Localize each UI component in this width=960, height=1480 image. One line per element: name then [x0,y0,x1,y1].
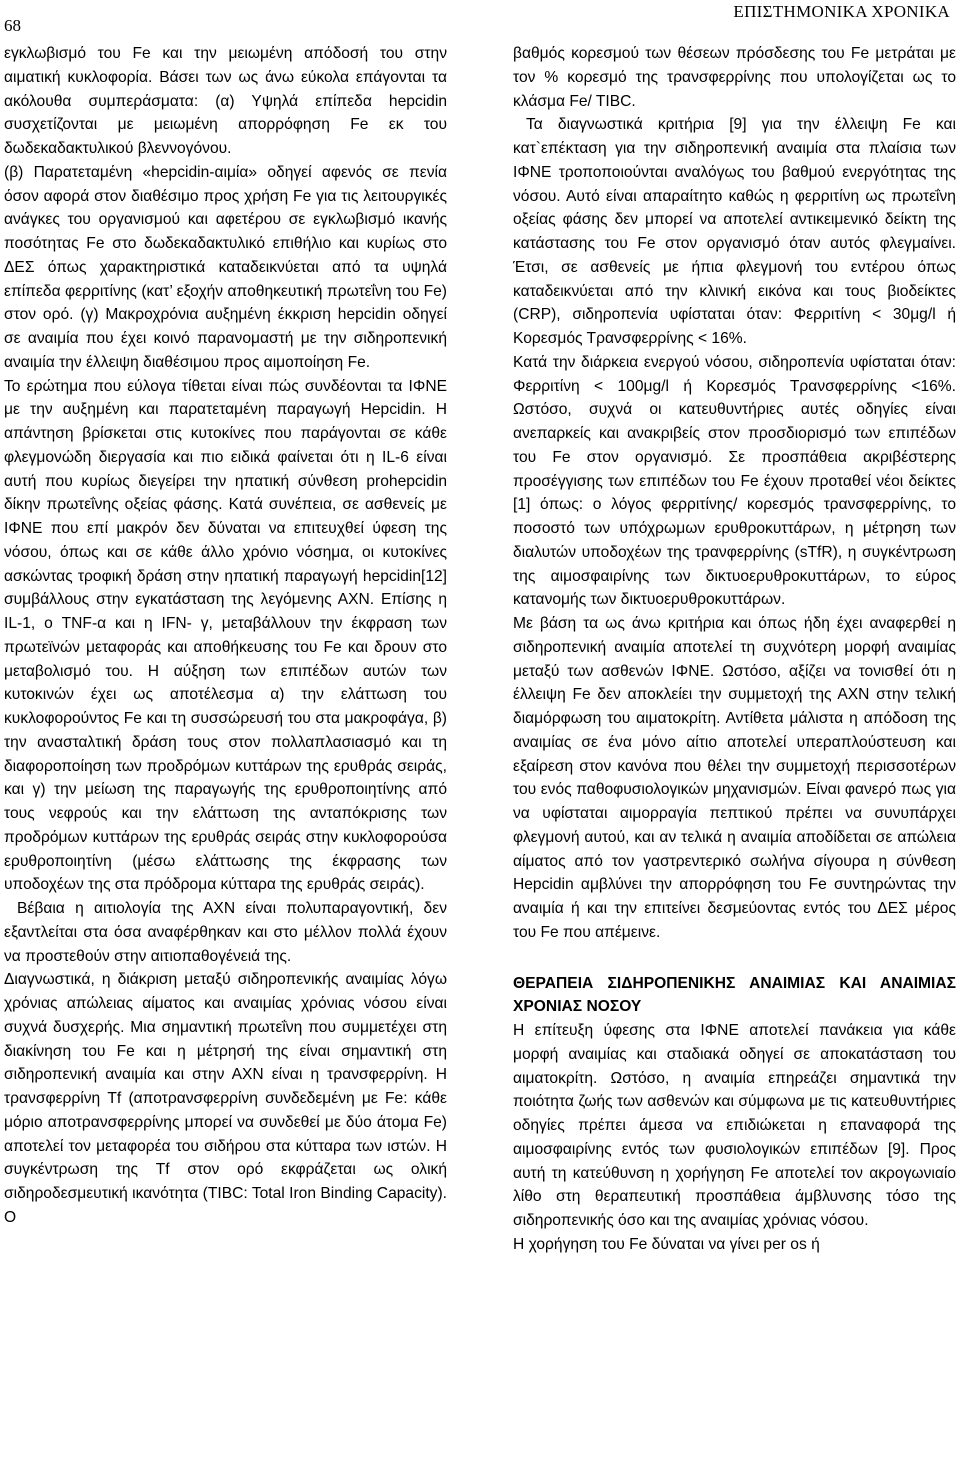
section-heading: ΘΕΡΑΠΕΙΑ ΣΙΔΗΡΟΠΕΝΙΚΗΣ ΑΝΑΙΜΙΑΣ ΚΑΙ ΑΝΑΙΜΙΑΣ ΧΡΟΝΙΑΣ ΝΟΣΟΥ [513,974,956,1016]
paragraph: Το ερώτημα που εύλογα τίθεται είναι πώς συνδέονται τα ΙΦΝΕ με την αυξημένη και παρατεταμένη παραγωγή Hepcidin. Η απάντηση βρίσκεται στις κυτοκίνες που παράγονται σε κάθε φλεγμονώδη διεργασία και πιο ειδικά φαίνεται ότι η IL-6 είναι αυτή που κυρίως διεγείρει την ηπατική σύνθεση prohepcidin δίκην πρωτεΐνης οξείας φάσης. Κατά συνέπεια, σε ασθενείς με ΙΦΝΕ που επί μακρόν δεν δύναται να επιτευχθεί ύφεση της νόσου, όπως και σε κάθε άλλο χρόνιο νόσημα, οι κυτοκίνες ασκώντας τροφική δράση στην ηπατική παραγωγή hepcidin[12] συμβάλλους στην εγκατάσταση της λεγόμενης ΑΧΝ. Επίσης η IL-1, ο TNF-α και η IFN- γ, μεταβάλλουν την έκφραση των πρωτεϊνών μεταφοράς και αποθήκευσης του Fe και δρουν στο μεταβολισμό του. Η αύξηση των επιπέδων αυτών των κυτοκινών έχει ως αποτέλεσμα α) την ελάττωση του κυκλοφορούντος Fe και τη συσσώρευσή του στα μακροφάγα, β) την ανασταλτική δράση τους στον πολλαπλασιασμό και τη διαφοροποίηση των προδρόμων κυττάρων της ερυθράς σειράς, και γ) την μείωση της παραγωγής της ερυθροποιητίνης από τους νεφρούς και την ελάττωση της ανταπόκρισης των προδρόμων κυττάρων της ερυθράς σειράς στην κυκλοφορούσα ερυθροποιητίνη (μέσω ελάττωσης της έκφρασης των υποδοχέων της στα πρόδρομα κύτταρα της ερυθράς σειράς). [4,377,447,894]
page-number: 68 [4,16,21,35]
paragraph: Η χορήγηση του Fe δύναται να γίνει per os ή [513,1235,820,1253]
paragraph: Βέβαια η αιτιολογία της ΑΧΝ είναι πολυπαραγοντική, δεν εξαντλείται στα όσα αναφέρθηκαν και στο μέλλον πολλά έχουν να προστεθούν στην αιτιοπαθογένειά της. [4,900,447,965]
running-header: ΕΠΙΣΤΗΜΟΝΙΚΑ ΧΡΟΝΙΚΑ [733,2,950,21]
paragraph: Κατά την διάρκεια ενεργού νόσου, σιδηροπενία υφίσταται όταν: Φερριτίνη < 100μg/l ή Κορεσμός Τρανσφερρίνης <16%. Ωστόσο, συχνά οι κατευθυντήριες αυτές οδηγίες είναι ανεπαρκείς και ανακριβείς στον προσδιορισμό των επιπέδων του Fe στον οργανισμό. Σε προσπάθεια ακριβέστερης προσέγγισης των επιπέδων του Fe έχουν προταθεί νέοι δείκτες [1] όπως: ο λόγος φερριτίνης/ κορεσμός τρανσφερρίνης, το ποσοστό των υπόχρωμων ερυθροκυττάρων, η μέτρηση των διαλυτών υποδοχέων της τρανφερρίνης (sTfR), η συγκέντρωση της αιμοσφαιρίνης των δικτυοερυθροκυττάρων, το εύρος κατανομής των δικτυοερυθροκυττάρων. [513,353,956,609]
left-column [4,42,447,1230]
right-column [513,42,956,1257]
paragraph: βαθμός κορεσμού των θέσεων πρόσδεσης του Fe μετράται με τον % κορεσμό της τρανσφερρίνης που υπολογίζεται ως το κλάσμα Fe/ TIBC. [513,45,956,110]
paragraph: εγκλωβισμό του Fe και την μειωμένη απόδοσή του στην αιματική κυκλοφορία. Βάσει των ως άνω εύκολα επάγονται τα ακόλουθα συμπεράσματα: (α) Υψηλά επίπεδα hepcidin συσχετίζονται με μειωμένη απορρόφηση Fe εκ του δωδεκαδακτυλικού βλεννογόνου. [4,45,447,157]
paragraph: Η επίτευξη ύφεσης στα ΙΦΝΕ αποτελεί πανάκεια για κάθε μορφή αναιμίας και σταδιακά οδηγεί σε αποκατάσταση του αιματοκρίτη. Ωστόσο, η αναιμία επηρεάζει σημαντικά την ποιότητα ζωής των ασθενών και σύμφωνα με τις κατευθυντήριες οδηγίες πρέπει άμεσα να επιδιώκεται η επαναφορά της αιμοσφαιρίνης εντός των φυσιολογικών επιπέδων [9]. Προς αυτή τη κατεύθυνση η χορήγηση Fe αποτελεί τον ακρογωνιαίο λίθο στη θεραπευτική προσπάθεια άμβλυνσης τόσο της σιδηροπενικής όσο και της αναιμίας χρόνιας νόσου. [513,1022,956,1229]
paragraph: (β) Παρατεταμένη «hepcidin-αιμία» οδηγεί αφενός σε πενία όσον αφορά στον διαθέσιμο προς χρήση Fe για τις λειτουργικές ανάγκες του οργανισμού και αφετέρου σε εγκλωβισμό ικανής ποσότητας Fe στο δωδεκαδακτυλικό επιθήλιο και κυρίως στο ΔΕΣ όπως χαρακτηριστικά καταδεικνύεται από τα υψηλά επίπεδα φερριτίνης (κατ’ εξοχήν αποθηκευτική πρωτεΐνη του Fe) στον ορό. (γ) Μακροχρόνια αυξημένη έκκριση hepcidin οδηγεί σε αναιμία που έχει κοινό παρανομαστή με την σιδηροπενική αναιμία την έλλειψη διαθέσιμου προς αιμοποίηση Fe. [4,163,447,371]
paragraph: Με βάση τα ως άνω κριτήρια και όπως ήδη έχει αναφερθεί η σιδηροπενική αναιμία αποτελεί τη συχνότερη μορφή αναιμίας μεταξύ των ασθενών ΙΦΝΕ. Ωστόσο, αξίζει να τονισθεί ότι η έλλειψη Fe δεν αποκλείει την συμμετοχή της ΑΧΝ στην τελική διαμόρφωση του αιματοκρίτη. Αντίθετα μάλιστα η απόδοση της αναιμίας σε ένα μόνο αίτιο αποτελεί υπεραπλούστευση και εξαίρεση στον κανόνα που θέλει την συμμετοχή περισσοτέρων του ενός παθοφυσιολογικών μηχανισμών. Είναι φανερό πως για να υφίσταται αιμορραγία πεπτικού πρέπει να συνυπάρχει φλεγμονή αυτού, και αν τελικά η αναιμία αποδίδεται σε απώλεια αίματος από τον γαστρεντερικό σωλήνα σίγουρα η σύνθεση Hepcidin αμβλύνει την απορρόφηση του Fe συντηρώντας την αναιμία ή και την επιτείνει δεσμεύοντας εντός του ΔΕΣ μέρος του Fe που απέμεινε. [513,615,956,941]
paragraph: Διαγνωστικά, η διάκριση μεταξύ σιδηροπενικής αναιμίας λόγω χρόνιας απώλειας αίματος και αναιμίας χρόνιας νόσου είναι συχνά δυσχερής. Μια σημαντική πρωτεΐνη που συμμετέχει στη διακίνηση του Fe και η μέτρησή της είναι σημαντική στη σιδηροπενική αναιμία και στην ΑΧΝ είναι η τρανσφερρίνη. Η τρανσφερρίνη Tf (αποτρανσφερρίνη συνδεδεμένη με Fe: κάθε μόριο αποτρανσφερρίνης μπορεί να συνδεθεί με δύο άτομα Fe) αποτελεί τον μεταφορέα του σιδήρου στα κύτταρα των ιστών. Η συγκέντρωση της Tf στον ορό εκφράζεται ως ολική σιδηροδεσμευτική ικανότητα (TIBC: Total Iron Binding Capacity). Ο [4,971,447,1226]
paragraph: Τα διαγνωστικά κριτήρια [9] για την έλλειψη Fe και κατ`επέκταση για την σιδηροπενική αναιμία στα πλαίσια των ΙΦΝΕ τροποποιούνται αναλόγως του βαθμού ενεργότητας της νόσου. Αυτό είναι απαραίτητο καθώς η φερριτίνη ως πρωτεΐνη οξείας φάσης δεν μπορεί να αποτελεί αντικειμενικό δείκτη της κατάστασης του Fe στον οργανισμό όταν αυτός φλεγμαίνει. Έτσι, σε ασθενείς με ήπια φλεγμονή του εντέρου όπως καταδεικνύεται από την κλινική εικόνα και τους βιοδείκτες (CRP), σιδηροπενία υφίσταται όταν: Φερριτίνη < 30μg/l ή Κορεσμός Τρανσφερρίνης < 16%. [513,116,956,347]
